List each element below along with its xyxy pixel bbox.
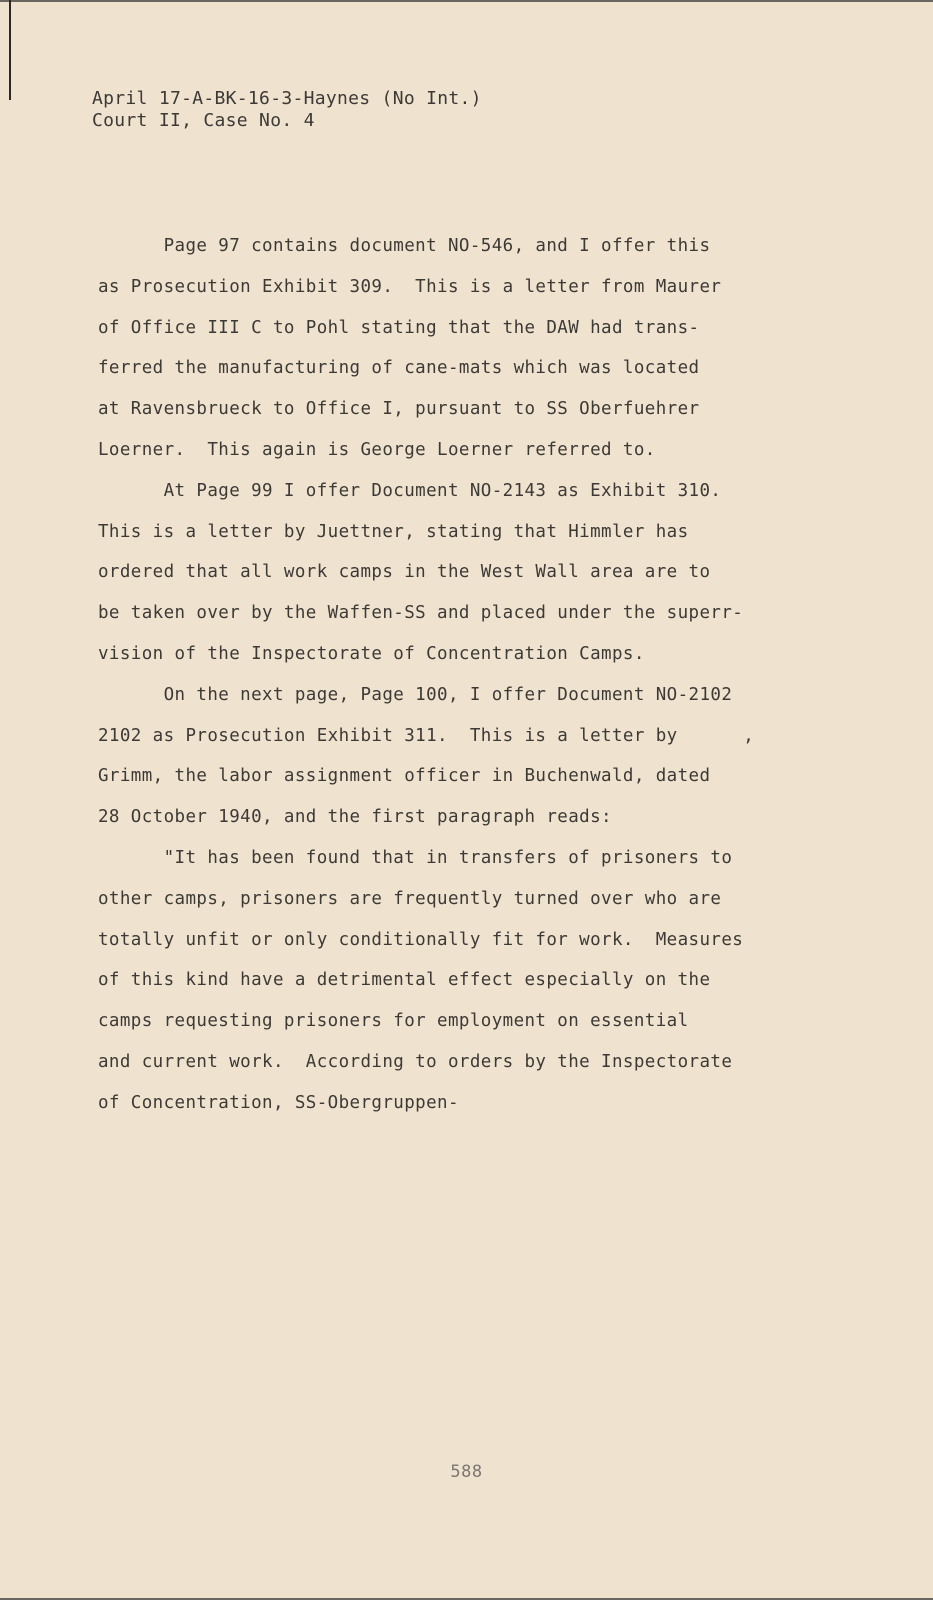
body-line: of this kind have a detrimental effect especially on the xyxy=(98,970,711,991)
header-line-1: April 17-A-BK-16-3-Haynes (No Int.) xyxy=(92,88,482,109)
page-top-border xyxy=(0,0,933,2)
body-line: Grimm, the labor assignment officer in Buchenwald, dated xyxy=(98,766,711,787)
body-line: of Office III C to Pohl stating that the DAW had trans- xyxy=(98,317,700,338)
document-header xyxy=(92,88,482,132)
body-line: On the next page, Page 100, I offer Document NO-2102 xyxy=(98,684,733,705)
body-line: other camps, prisoners are frequently turned over who are xyxy=(98,888,722,909)
body-line: ordered that all work camps in the West Wall area are to xyxy=(98,562,711,583)
body-line: of Concentration, SS-Obergruppen- xyxy=(98,1092,459,1113)
body-line: 2102 as Prosecution Exhibit 311. This is a letter by , xyxy=(98,725,755,746)
body-line: totally unfit or only conditionally fit for work. Measures xyxy=(98,929,744,950)
body-line: as Prosecution Exhibit 309. This is a letter from Maurer xyxy=(98,276,722,297)
page-left-border xyxy=(9,0,11,100)
body-line: 28 October 1940, and the first paragraph reads: xyxy=(98,807,612,828)
body-line: and current work. According to orders by the Inspectorate xyxy=(98,1051,733,1072)
body-line: This is a letter by Juettner, stating that Himmler has xyxy=(98,521,689,542)
body-line: "It has been found that in transfers of prisoners to xyxy=(98,847,733,868)
body-line: ferred the manufacturing of cane-mats which was located xyxy=(98,358,700,379)
page-number: 588 xyxy=(450,1462,483,1482)
body-line: vision of the Inspectorate of Concentration Camps. xyxy=(98,643,645,664)
body-line: be taken over by the Waffen-SS and placed under the superr- xyxy=(98,603,744,624)
body-line: at Ravensbrueck to Office I, pursuant to SS Oberfuehrer xyxy=(98,399,700,420)
body-line: camps requesting prisoners for employment on essential xyxy=(98,1011,689,1032)
header-line-2: Court II, Case No. 4 xyxy=(92,110,315,131)
body-line: Page 97 contains document NO-546, and I offer this xyxy=(98,236,711,256)
body-line: Loerner. This again is George Loerner referred to. xyxy=(98,439,656,460)
body-line: At Page 99 I offer Document NO-2143 as Exhibit 310. xyxy=(98,480,722,501)
transcript-body xyxy=(98,226,828,1124)
